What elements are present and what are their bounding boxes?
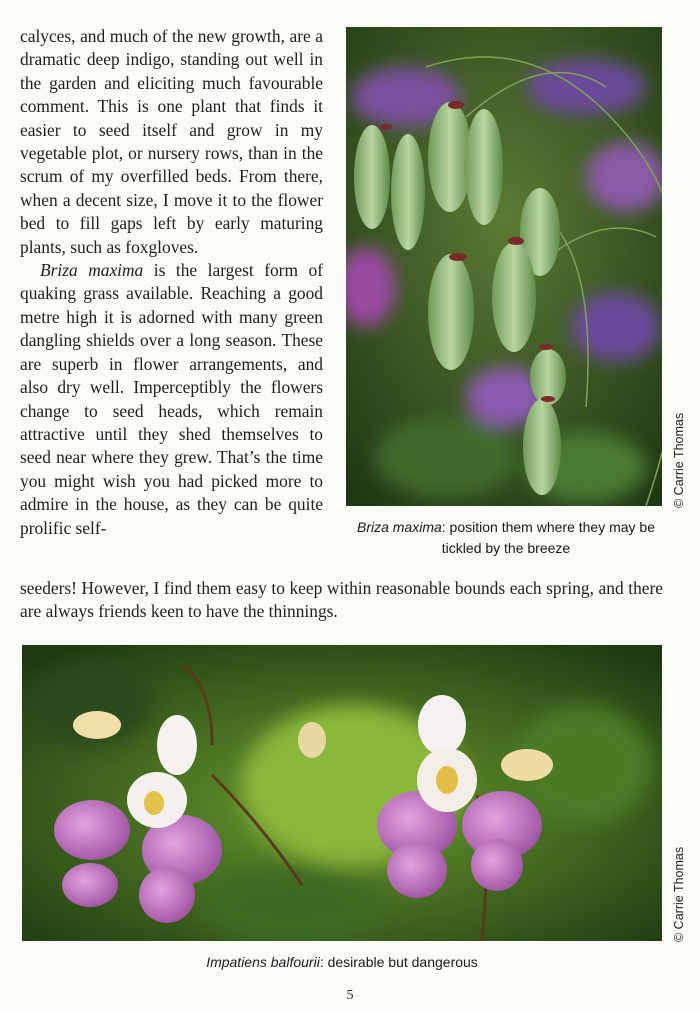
briza-species-name: Briza maxima xyxy=(40,260,144,281)
photo-credit: © Carrie Thomas xyxy=(672,412,686,508)
impatiens-balfourii-photo xyxy=(22,645,662,941)
impatiens-caption-species: Impatiens balfourii xyxy=(206,954,320,970)
briza-maxima-photo xyxy=(346,27,662,506)
page-number: 5 xyxy=(346,988,354,1003)
briza-paragraph-text: is the largest form of quaking grass available. Reaching a good metre high it is adorned with many green dangling shields over a long season. These are superb in flower arrangements, and also dry well. Imperceptibly the flowers change to seed heads, which remain attractive until they shed themselves to seed near where they grew. That’s the time you might wish you had picked more to admire in the house, as they can be quite prolific self- xyxy=(20,260,324,538)
article-column xyxy=(20,25,323,540)
article-continuation xyxy=(20,577,663,624)
paragraph-seeders: seeders! However, I find them easy to keep within reasonable bounds each spring, and there are always friends keen to have the thinnings. xyxy=(20,578,663,622)
briza-caption-species: Briza maxima xyxy=(356,519,442,535)
photo-credit: © Carrie Thomas xyxy=(672,846,686,942)
paragraph-calyces: calyces, and much of the new growth, are a dramatic deep indigo, standing out well in the garden and eliciting much favourable comment. This is one plant that finds it easier to seed itself and grow in my vegetable plot, or nursery rows, than in the scrum of my overfilled beds. From there, when a decent size, I move it to the flower bed to fill gaps left by early maturing plants, such as foxgloves. xyxy=(20,26,323,257)
impatiens-caption xyxy=(22,952,662,973)
paragraph-briza xyxy=(20,259,323,540)
impatiens-caption-text: : desirable but dangerous xyxy=(319,954,478,970)
briza-caption-text: : position them where they may be tickled by the breeze xyxy=(441,519,656,556)
briza-caption xyxy=(350,517,662,559)
